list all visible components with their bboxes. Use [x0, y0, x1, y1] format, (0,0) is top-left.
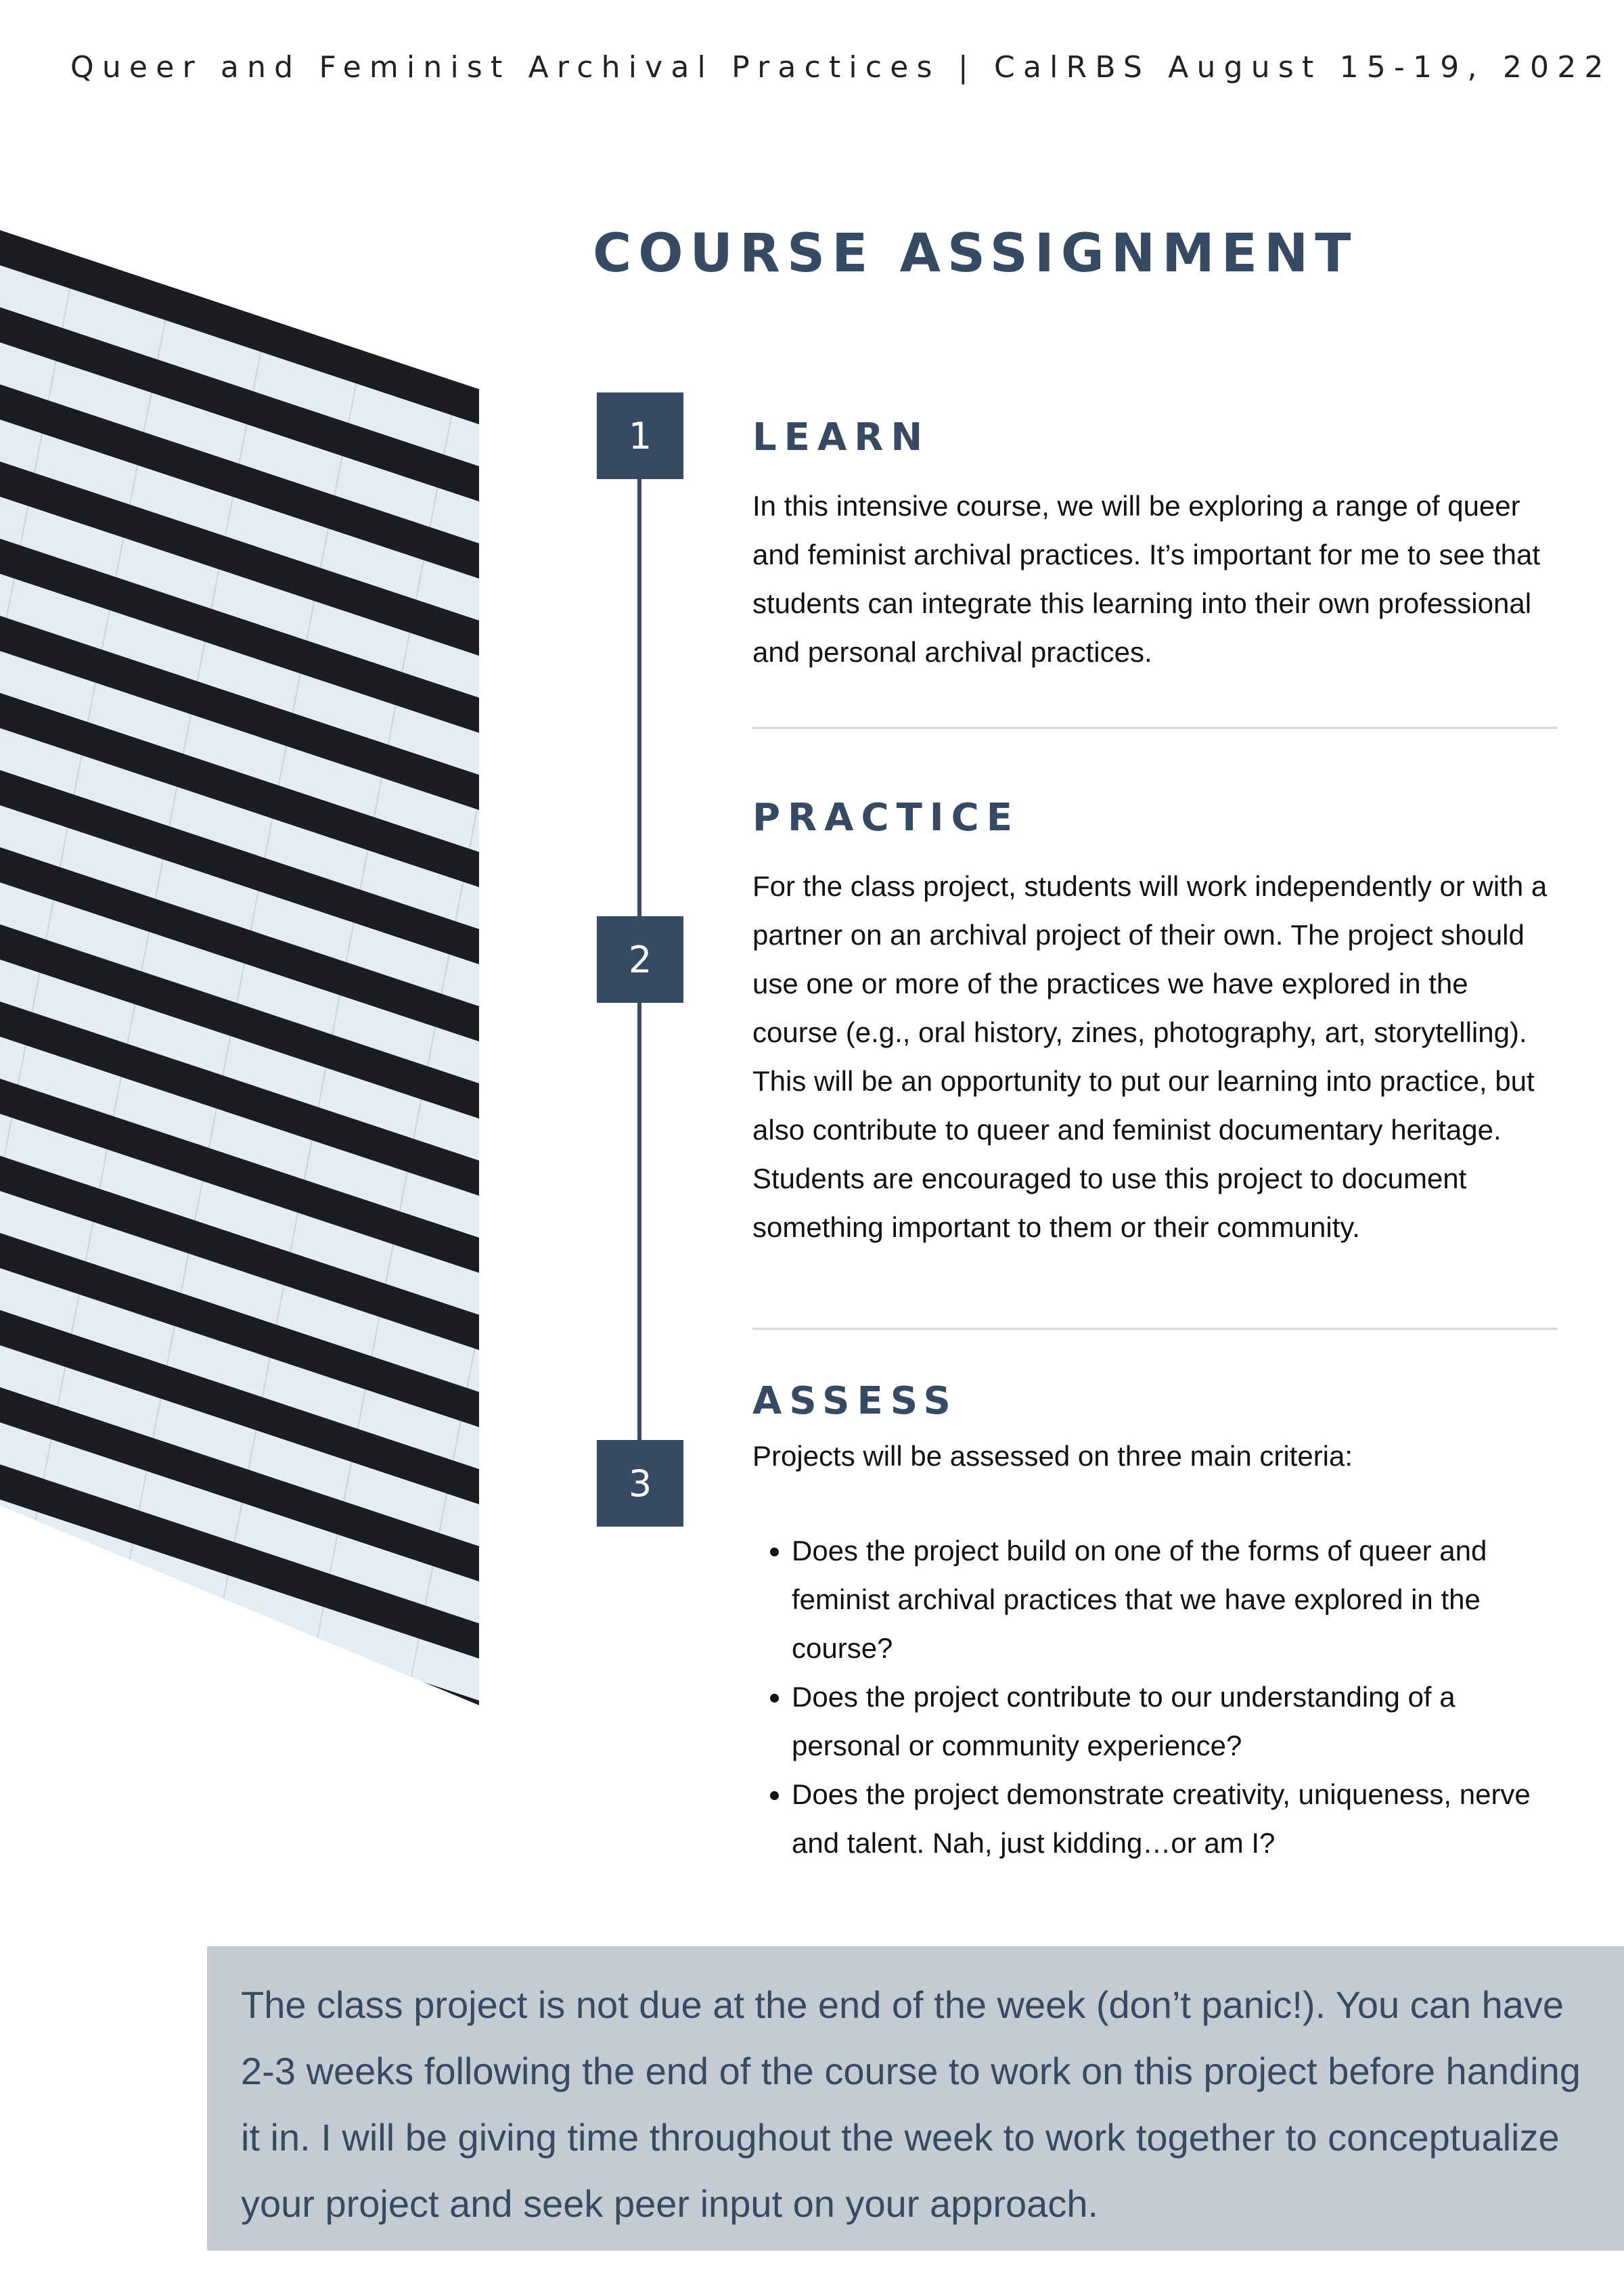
- assess-section-intro: Projects will be assessed on three main criteria:: [752, 1439, 1353, 1472]
- section-divider: [752, 1328, 1558, 1330]
- criteria-item: • Does the project contribute to our understanding of a personal or community experience?: [792, 1673, 1558, 1770]
- assess-section: [752, 1380, 1558, 1868]
- section-divider: [752, 727, 1558, 729]
- criteria-item: • Does the project build on one of the forms of queer and feminist archival practices that we have explored in the course?: [792, 1527, 1558, 1673]
- learn-section: [752, 417, 1558, 677]
- building-facade-photo: [0, 230, 479, 1705]
- assess-section-title: ASSESS: [752, 1379, 958, 1423]
- practice-section: [752, 797, 1558, 1252]
- step-number-1-badge: 1: [597, 392, 683, 479]
- page-title: COURSE ASSIGNMENT: [593, 223, 1358, 284]
- deadline-callout: [207, 1946, 1624, 2251]
- learn-section-title: LEARN: [752, 415, 930, 459]
- assessment-criteria-list: [752, 1527, 1558, 1868]
- practice-section-body: For the class project, students will work independently or with a partner on an archival project of their own. The project should use one or more of the practices we have explored in the course (e.g., oral history, zines, photography, art, storytelling). This will be an opportunity to put our learning into practice, but also contribute to queer and feminist documentary heritage. Students are encouraged to use this project to document something important to them or their community.: [752, 870, 1548, 1243]
- deadline-callout-text: The class project is not due at the end of the week (don’t panic!). You can have 2-3 weeks following the end of the course to work on this project before handing it in. I will be giving time throughout the week to work together to conceptualize your project and seek peer input on your approach.: [241, 1983, 1581, 2225]
- criteria-item: • Does the project demonstrate creativity, uniqueness, nerve and talent. Nah, just kidding…or am I?: [792, 1770, 1558, 1868]
- document-header: Queer and Feminist Archival Practices | CalRBS August 15-19, 2022: [70, 50, 1612, 85]
- practice-section-title: PRACTICE: [752, 796, 1020, 840]
- step-number-2-badge: 2: [597, 916, 683, 1003]
- step-number-3-badge: 3: [597, 1440, 683, 1527]
- learn-section-body: In this intensive course, we will be exploring a range of queer and feminist archival practices. It’s important for me to see that students can integrate this learning into their own professional and personal archival practices.: [752, 489, 1541, 668]
